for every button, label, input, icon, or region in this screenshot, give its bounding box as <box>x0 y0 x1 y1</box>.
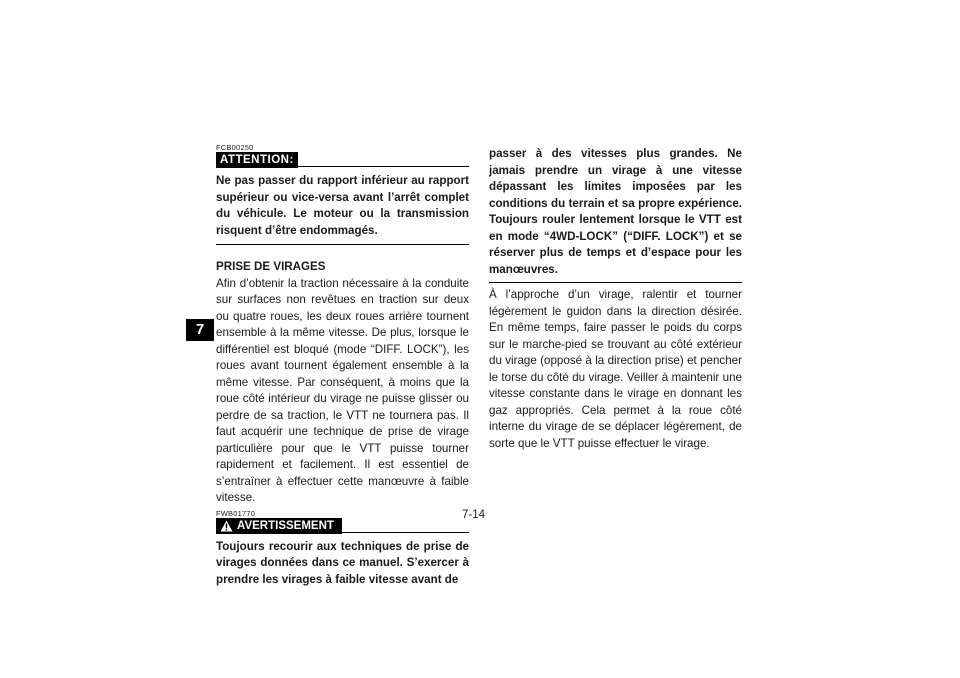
caution-code: FCB00250 <box>216 143 254 152</box>
section-text: Afin d’obtenir la traction nécessaire à la conduite sur surfaces non revêtues en traction sur deux ou quatre roues, les deux roues arrière tournent ensemble à la même vitesse. De plus, lorsque le différentiel est bloqué (mode “DIFF. LOCK”), les roues avant tournent également ensemble à la même vitesse. Par conséquent, à moins que la roue côté intérieur du virage ne puisse glisser ou perdre de sa traction, le VTT ne tournera pas. Il faut acquérir une technique de prise de virage particulière pour que le VTT puisse tourner rapidement et facilement. Il est essentiel de s’entraîner à effectuer cette manœuvre à faible vitesse. <box>216 276 469 504</box>
warning-code: FWB01770 <box>216 508 256 518</box>
warning-header <box>216 518 469 535</box>
caution-rule <box>216 166 469 167</box>
warning-label: AVERTISSEMENT <box>237 519 334 532</box>
caution-header <box>216 152 469 169</box>
warning-text-start: Toujours recourir aux techniques de prise de virages données dans ce manuel. S’exercer à prendre les virages à faible vitesse avant de <box>216 539 469 586</box>
warning-rule <box>216 532 469 533</box>
page-number: 7-14 <box>462 509 486 521</box>
turning-body-text: À l’approche d’un virage, ralentir et tourner légèrement le guidon dans la direction désirée. En même temps, faire passer le poids du corps sur le marche-pied se trouvant au côté extérieur du virage (opposé à la direction prise) et pencher le torse du côté du virage. Veiller à maintenir une vitesse constante dans le virage en donnant les gaz appropriés. Cela permet à la roue côté interne du virage de se déplacer légèrement, de sorte que le VTT puisse effectuer le virage. <box>489 288 742 450</box>
caution-badge: ATTENTION: <box>216 152 298 168</box>
caution-text: Ne pas passer du rapport inférieur au rapport supérieur ou vice-versa avant l’arrêt complet du véhicule. Le moteur ou la transmission risquent d’être endommagés. <box>216 174 469 237</box>
warning-triangle-icon <box>220 520 233 532</box>
chapter-tab: 7 <box>186 319 214 341</box>
section-heading: PRISE DE VIRAGES <box>216 260 326 273</box>
left-column <box>216 143 469 588</box>
caution-bottom-rule <box>216 244 469 245</box>
right-column <box>489 146 742 452</box>
warning-text-end: passer à des vitesses plus grandes. Ne jamais prendre un virage à une vitesse dépassant les limites imposées par les conditions du terrain et sa propre expérience. Toujours rouler lentement lorsque le VTT est en mode “4WD-LOCK” (“DIFF. LOCK”) et se réserver plus de temps et d’espace pour les manœuvres. <box>489 147 742 276</box>
warning-bottom-rule <box>489 282 742 283</box>
